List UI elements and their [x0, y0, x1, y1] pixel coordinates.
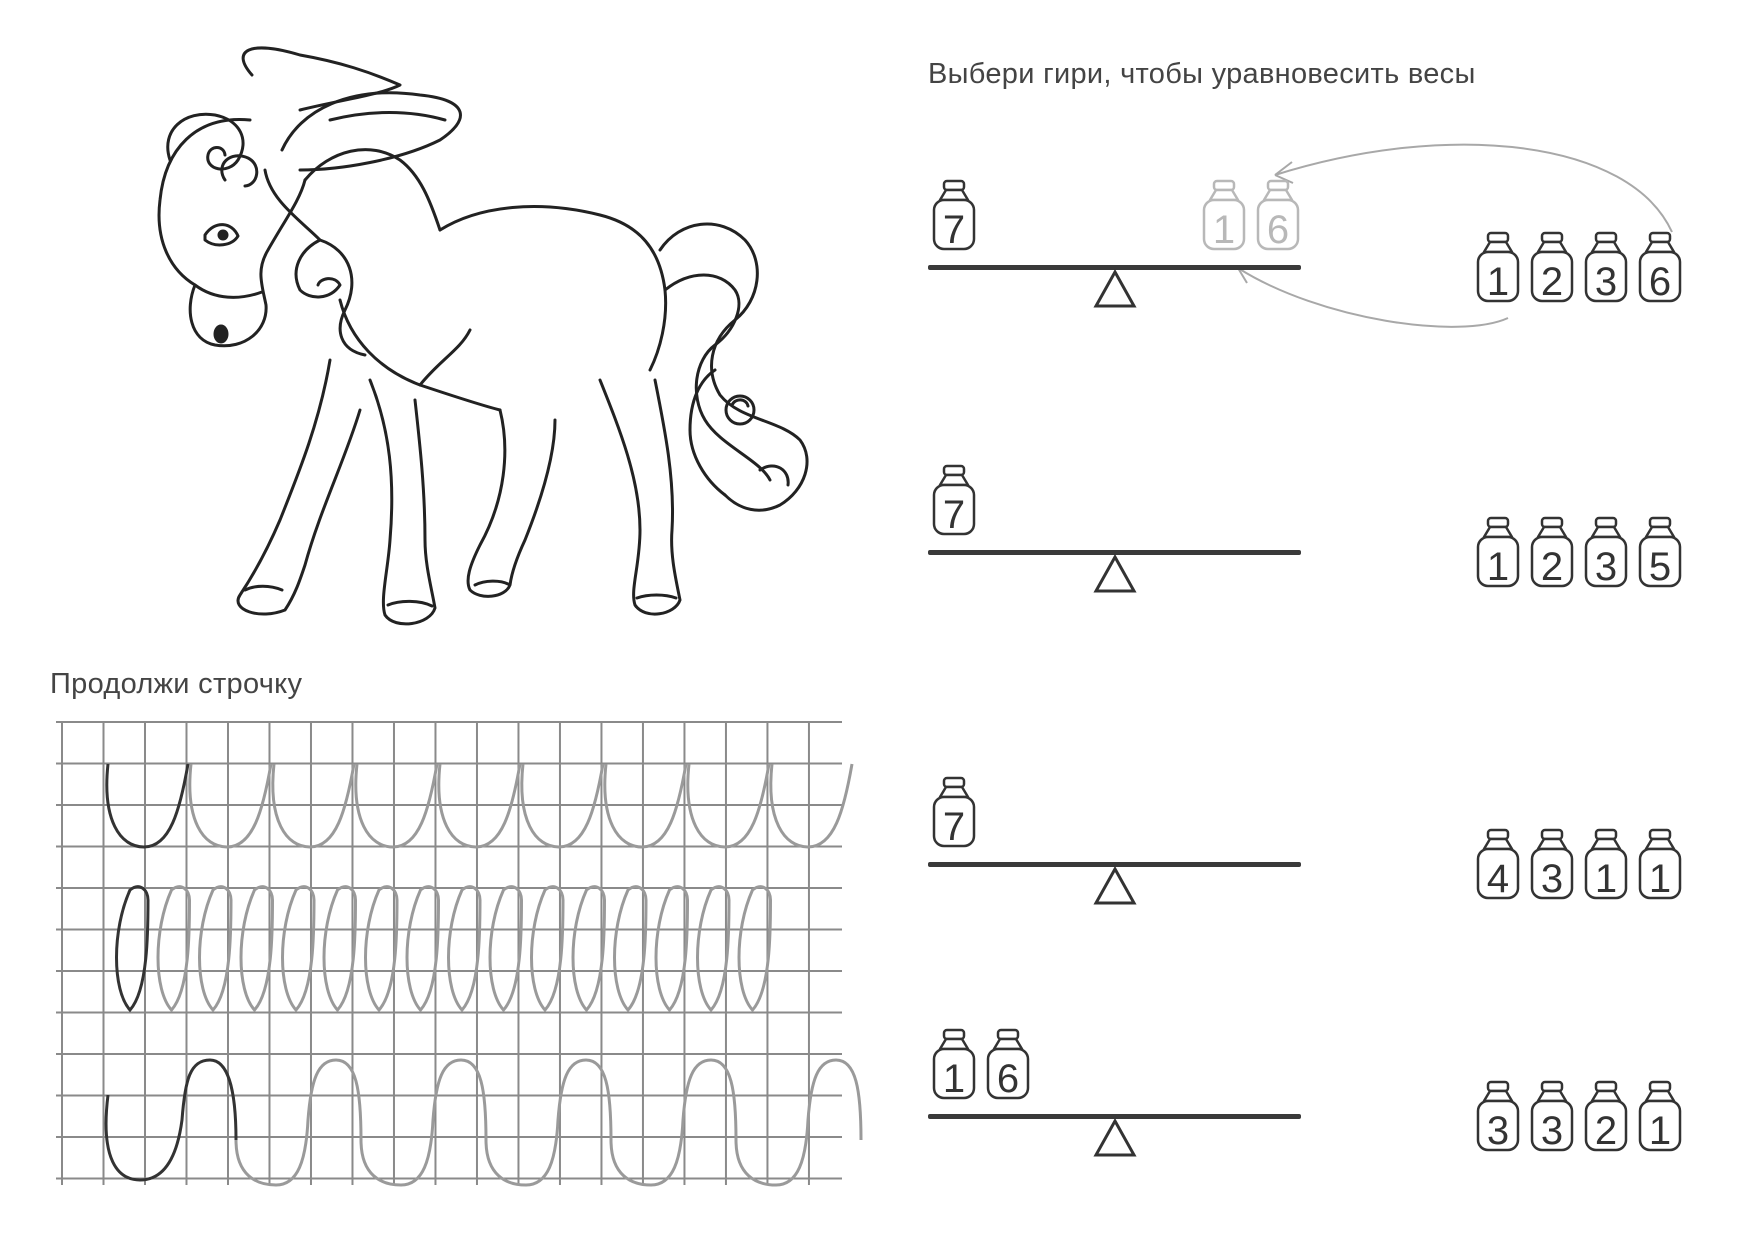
weight-options: [1472, 230, 1688, 304]
scale-row: [900, 765, 1720, 925]
weight[interactable]: [928, 178, 980, 252]
weight[interactable]: [1580, 515, 1632, 589]
weight-value: 3: [1594, 545, 1618, 589]
weight-value: 3: [1540, 1109, 1564, 1153]
balance-task-title: Выбери гири, чтобы уравновесить весы: [928, 58, 1476, 90]
weight-value: 1: [1594, 857, 1618, 901]
fulcrum-icon: [1093, 269, 1137, 309]
weight-options: [1472, 515, 1688, 589]
weight-value: 1: [1486, 545, 1510, 589]
weight[interactable]: [1472, 515, 1524, 589]
weight-value: 1: [942, 1057, 966, 1101]
weight[interactable]: [1634, 515, 1686, 589]
weight[interactable]: [1472, 827, 1524, 901]
weight[interactable]: [928, 1027, 980, 1101]
scale-row: [900, 168, 1720, 328]
weight-value: 4: [1486, 857, 1510, 901]
weight-value: 2: [1540, 260, 1564, 304]
left-pan-weights: [928, 775, 982, 849]
weight-value: 1: [1212, 208, 1236, 252]
weight-value: 2: [1594, 1109, 1618, 1153]
weight-value: 1: [1486, 260, 1510, 304]
weight[interactable]: [1472, 230, 1524, 304]
weight-options: [1472, 1079, 1688, 1153]
weight-value: 7: [942, 208, 966, 252]
weight-value: 1: [1648, 1109, 1672, 1153]
weight-value: 7: [942, 805, 966, 849]
weight[interactable]: [1580, 1079, 1632, 1153]
weight[interactable]: [1526, 515, 1578, 589]
weight[interactable]: [1472, 1079, 1524, 1153]
weight[interactable]: [1526, 827, 1578, 901]
fulcrum-icon: [1093, 554, 1137, 594]
continue-line-title: Продолжи строчку: [50, 668, 303, 700]
weight[interactable]: [928, 463, 980, 537]
placed-weight: [1198, 178, 1250, 252]
scale-row: [900, 1017, 1720, 1177]
weight-options: [1472, 827, 1688, 901]
weight[interactable]: [1580, 827, 1632, 901]
weight-value: 3: [1594, 260, 1618, 304]
weight[interactable]: [1634, 230, 1686, 304]
weight-value: 5: [1648, 545, 1672, 589]
weight[interactable]: [1526, 1079, 1578, 1153]
left-pan-weights: [928, 178, 982, 252]
weight[interactable]: [1634, 827, 1686, 901]
weight[interactable]: [1526, 230, 1578, 304]
weight-value: 6: [1648, 260, 1672, 304]
weight[interactable]: [928, 775, 980, 849]
weight-value: 3: [1486, 1109, 1510, 1153]
weight-value: 7: [942, 493, 966, 537]
left-pan-weights: [928, 463, 982, 537]
weight[interactable]: [1580, 230, 1632, 304]
left-pan-weights: [928, 1027, 1036, 1101]
weight[interactable]: [982, 1027, 1034, 1101]
placed-weights: [1198, 178, 1306, 252]
fulcrum-icon: [1093, 1118, 1137, 1158]
weight-value: 1: [1648, 857, 1672, 901]
weight[interactable]: [1634, 1079, 1686, 1153]
weight-value: 6: [1266, 208, 1290, 252]
weight-value: 3: [1540, 857, 1564, 901]
fulcrum-icon: [1093, 866, 1137, 906]
weight-value: 2: [1540, 545, 1564, 589]
weight-value: 6: [996, 1057, 1020, 1101]
placed-weight: [1252, 178, 1304, 252]
scale-row: [900, 453, 1720, 613]
